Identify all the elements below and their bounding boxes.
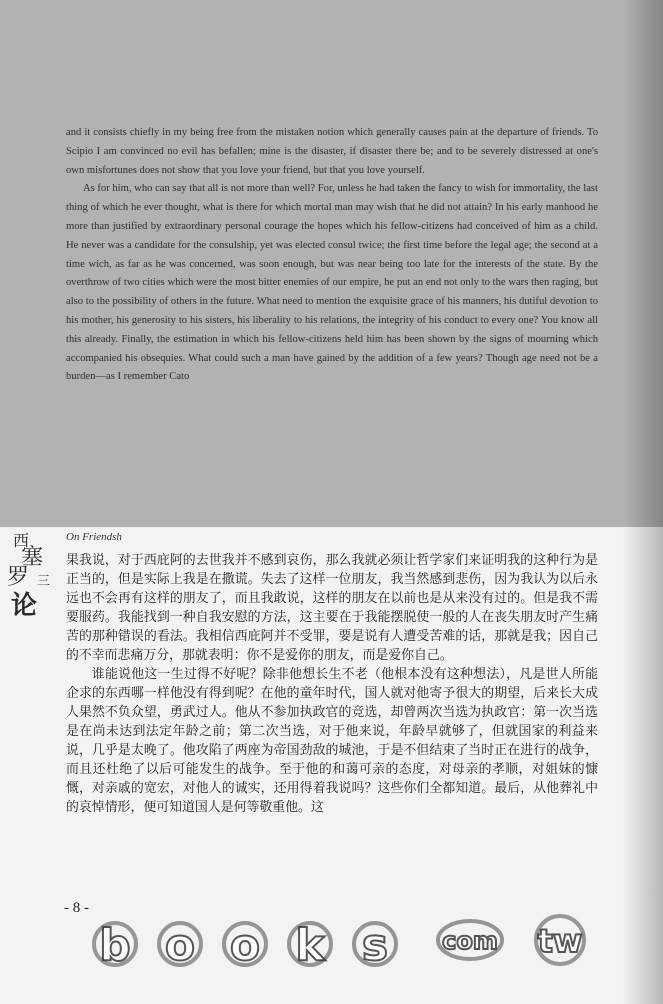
watermark-letter-3: o [229, 920, 261, 971]
english-paragraph-2: As for him, who can say that all is not more than well? For, unless he had taken the fancy to wish for immortality, the last thing of which he ever thought, what is there for which mortal man may wish that he did not attain? In his early manhood he more than justified by extraordinary personal courage the hopes which his fellow-citizens had conceived of him as a child. He never was a candidate for the consulship, yet was elected consul twice; the first time before the legal age; the second at a time wich, as far as he was concerned, was soon enough, but was near being too late for the interests of the state. By the overthrow of two cities which were the most bitter enemies of our empire, he put an end not only to the wars then raging, but also to the possibility of others in the future. What need to mention the exquisite grace of his manners, his dutiful devotion to his mother, his generosity to his sisters, his liberality to his relations, the integrity of his conduct to every one? You know all this already. Finally, the estimation in which his fellow-citizens held him has been shown by the signs of mourning which accompanied his obsequies. What could such a man have gained by the addition of a few years? Though age need not be a burden—as I remember Cato [66, 183, 598, 383]
chinese-paragraph-1: 果我说，对于西庇阿的去世我并不感到哀伤，那么我就必须让哲学家们来证明我的这种行为是正当的，但是实际上我是在撒谎。失去了这样一位朋友，我当然感到悲伤，因为我认为以后永远也不会再有这样的朋友了，而且我敢说，这样的朋友在以前也是从来没有过的。但是我不需要服药。我能找到一种自我安慰的方法，这主要在于我能摆脱使一般的人在丧失朋友时产生痛苦的那种错误的看法。我相信西庇阿并不受罪，要是说有人遭受苦难的话，那就是我；因自己的不幸而悲痛万分，那就表明：你不是爱你的朋友，而是爱你自己。 [66, 553, 598, 663]
english-paragraph-1: and it consists chiefly in my being free from the mistaken notion which generally causes pain at the departure of friends. To Scipio I am convinced no evil has befallen; mine is the disaster, if disaster there be; and to be severely distressed at one's own misfortunes does not show that you love your friend, but that you love yourself. [66, 127, 598, 176]
watermark-tw: tw [537, 922, 583, 960]
watermark-letter-4: k [295, 920, 325, 971]
running-head: On Friendsh [66, 531, 122, 543]
series-title-char-1: 西 [13, 531, 30, 550]
series-title-char-5: 论 [11, 591, 38, 621]
books-com-tw-watermark [90, 900, 610, 990]
watermark-graphic [90, 900, 610, 990]
watermark-letter-5: s [361, 920, 389, 971]
page-number: - 8 - [64, 900, 89, 916]
chinese-paragraph-2: 谁能说他这一生过得不好呢？除非他想长生不老（他根本没有这种想法），凡是世人所能企求的东西哪一样他没有得到呢？在他的童年时代，国人就对他寄予很大的期望，后来长大成人果然不负众望，勇武过人。他从不参加执政官的竞选，却曾两次当选为执政官：第一次当选是在尚未达到法定年龄之前；第二次当选，对于他来说，年龄早就够了，但就国家的利益来说，几乎是太晚了。他攻陷了两座为帝国劲敌的城池，于是不但结束了当时正在进行的战争，而且还杜绝了以后可能发生的战争。至于他的和蔼可亲的态度，对母亲的孝顺，对姐妹的慷慨，对亲戚的宽宏，对他人的诚实，还用得着我说吗？这些你们全都知道。最后，从他葬礼中的哀悼情形，便可知道国人是何等敬重他。这 [66, 667, 598, 815]
watermark-letter-2: o [164, 920, 196, 971]
series-title-char-4: 三 [37, 574, 51, 589]
english-text-block [66, 124, 598, 387]
watermark-letter-1: b [99, 920, 131, 971]
chinese-text-block [66, 551, 598, 817]
series-title-char-3: 罗 [7, 565, 30, 590]
series-title-char-2: 塞 [21, 545, 44, 570]
watermark-com: com [442, 927, 498, 955]
spine-shadow [623, 0, 663, 1004]
